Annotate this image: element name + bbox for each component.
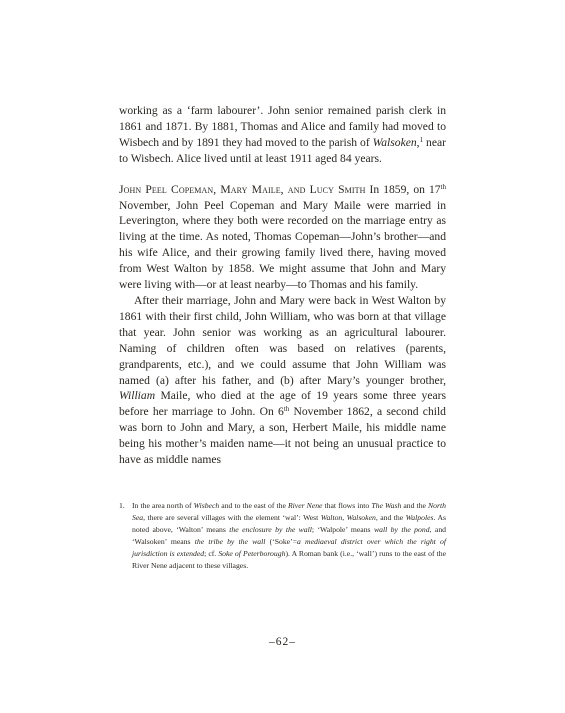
emphasis: The Wash [371, 501, 402, 510]
text-run: and to the east of the [219, 501, 288, 510]
emphasis: the tribe by the wall [194, 537, 266, 547]
text-run: , [416, 135, 420, 149]
footnote-marker: 1 [419, 135, 424, 144]
place-name-walsoken: Walsoken [372, 135, 417, 149]
emphasis: Wisbech [193, 501, 220, 510]
emphasis: the enclosure by the wall [229, 525, 312, 535]
text-run: In 1859, on 17 [365, 182, 441, 196]
text-run: that flows into [322, 501, 372, 510]
text-run: ). A Roman bank (i.e., ‘wall’) runs to the east of the River Nene adjacent to these villages. [132, 549, 446, 571]
emphasis: a mediaeval district over which the right of jurisdiction is extended [132, 537, 447, 559]
text-run: Maile, who died at the age of 19 years some three years before her marriage to John. On 6 [119, 389, 446, 419]
text-run: In the area north of [132, 501, 194, 510]
text-run: and the [401, 501, 429, 510]
text-run: ; ‘Walpole’ means [311, 525, 374, 535]
text-run: , and the [375, 513, 406, 523]
paragraph-2 [119, 182, 446, 293]
emphasis: Walsoken [346, 513, 376, 523]
text-run: After their marriage, John and Mary were back in West Walton by 1861 with their first child, John William, who was born at that village that year. John senior was working as an agricultural labourer. Naming of children often was based on relatives (parents, grandparents, etc.), and we could assume that John William was named (a) after his father, and (b) after Mary’s younger brother, [119, 293, 446, 387]
section-heading: John Peel Copeman, Mary Maile, and Lucy Smith [119, 182, 366, 196]
emphasis: Walpoles [405, 513, 434, 523]
text-run: , there are several villages with the element ‘wal’: West [143, 513, 321, 523]
emphasis: Soke of Peterborough [218, 549, 286, 559]
paragraph-3 [119, 293, 446, 468]
body-text [119, 103, 446, 468]
ordinal-suffix: th [283, 405, 290, 414]
emphasis: North Sea [132, 501, 446, 523]
text-run: November 1862, a second child was born to John and Mary, a son, Herbert Maile, his middle name being his mother’s maiden name—it not being an unusual practice to have as middle names [119, 405, 446, 467]
footnote [119, 500, 446, 573]
text-run: November, John Peel Copeman and Mary Maile were married in Leverington, where they both were recorded on the marriage entry as living at the time. As noted, Thomas Copeman—John’s brother—and his wife Alice, and their growing family lived there, having moved from West Walton by 1858. We might assume that John and Mary were living with—or at least nearby—to Thomas and his family. [119, 198, 446, 292]
text-run: near to Wisbech. Alice lived until at least 1911 aged 84 years. [119, 135, 446, 165]
footnote-number: 1. [119, 501, 125, 510]
text-run: , and ‘Walsoken’ means [132, 525, 447, 547]
emphasis: River Nene [287, 501, 323, 510]
page-number: –62– [269, 636, 296, 648]
text-run: ; cf. [204, 549, 219, 559]
emphasis: wall by the pond [373, 525, 430, 535]
text-run: , [342, 513, 347, 523]
text-run: working as a ‘farm labourer’. John senior remained parish clerk in 1861 and 1871. By 1881, Thomas and Alice and family had moved to Wisbech and by 1891 they had moved to the parish of [119, 104, 446, 149]
ordinal-suffix: th [440, 182, 447, 191]
text-run: (‘Soke’= [265, 537, 297, 547]
emphasis: Walton [320, 513, 343, 523]
paragraph-1 [119, 103, 446, 167]
text-run: . As noted above, ‘Walton’ means [132, 513, 447, 535]
emphasis-william: William [119, 389, 156, 403]
